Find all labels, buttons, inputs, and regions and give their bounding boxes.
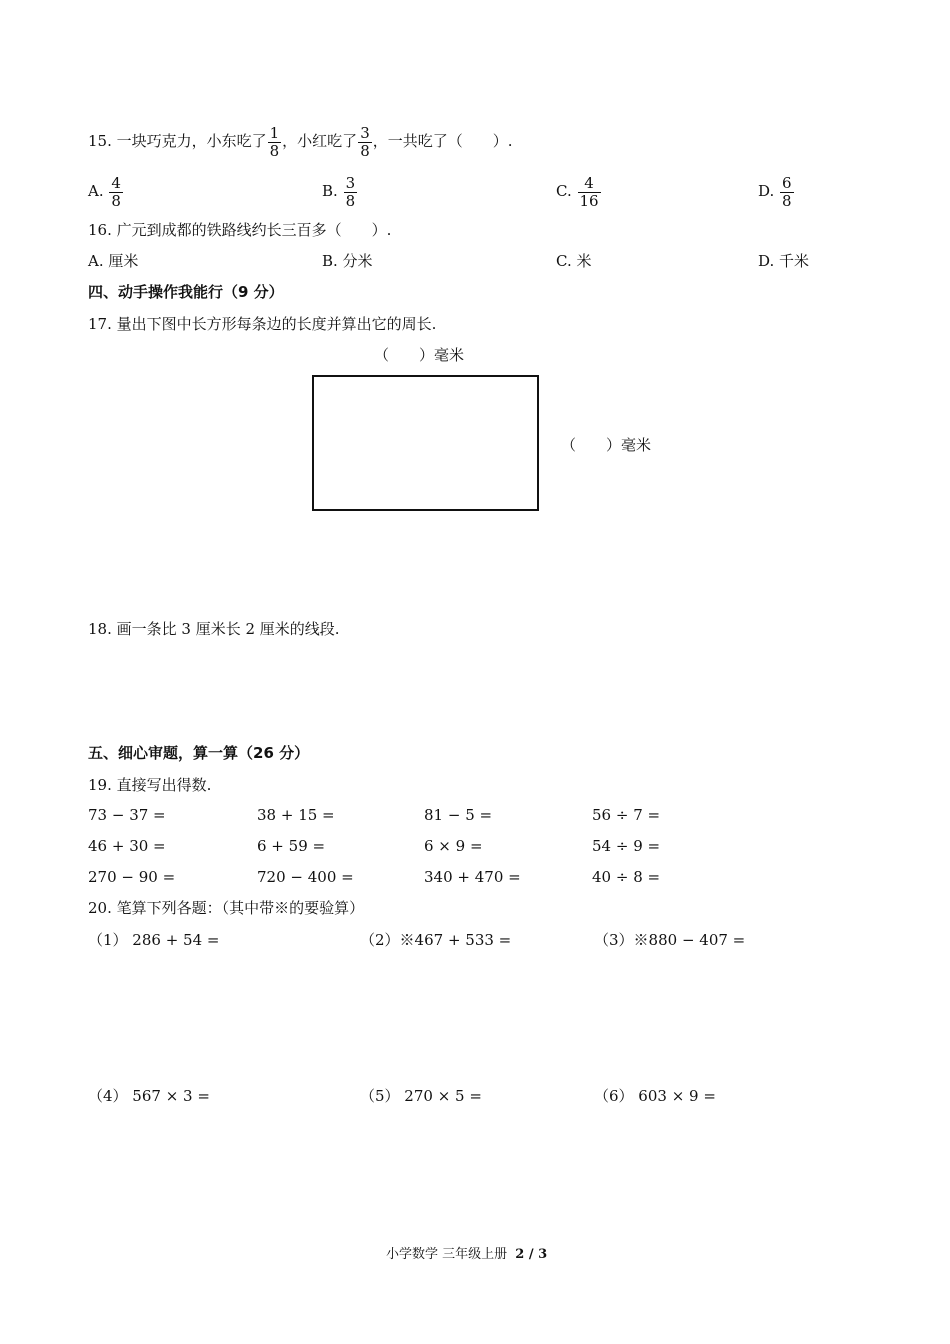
footer-text: 小学数学 三年级上册 (386, 1247, 508, 1262)
section-5-title: 五、细心审题，算一算（26 分） (88, 744, 310, 762)
calc-item: 38 + 15 = (257, 806, 335, 824)
calc-item: 340 + 470 = (424, 868, 521, 886)
rectangle-figure (312, 375, 539, 511)
option-b-fraction: $\frac{3}{8}$ (345, 173, 356, 210)
q15-middle: ，小红吃了 (282, 132, 358, 150)
calc-item: 56 ÷ 7 = (592, 806, 661, 824)
calc-item: 270 − 90 = (88, 868, 176, 886)
calc-item: 720 − 400 = (257, 868, 354, 886)
calc-item: 54 ÷ 9 = (592, 837, 661, 855)
q15-prefix: 15. 一块巧克力，小东吃了 (88, 132, 267, 150)
fraction-1-8: $\frac{1}{8}$ (269, 123, 280, 160)
written-calc-2: （2）※467 + 533 = (360, 931, 512, 949)
calc-item: 73 − 37 = (88, 806, 166, 824)
calc-item: 46 + 30 = (88, 837, 166, 855)
option-a-fraction: $\frac{4}{8}$ (111, 173, 121, 210)
written-calc-6: （6） 603 × 9 = (594, 1087, 716, 1105)
written-calc-1: （1） 286 + 54 = (88, 931, 220, 949)
q16-option-d[interactable]: D. 千米 (758, 252, 810, 270)
page-number: 2 / 3 (515, 1247, 548, 1262)
written-calc-4: （4） 567 × 3 = (88, 1087, 210, 1105)
question-16: 16. 广元到成都的铁路线约长三百多（ ）. (88, 221, 392, 239)
option-d-fraction: $\frac{6}{8}$ (782, 173, 792, 210)
q15-option-a[interactable]: A. $\frac{4}{8}$ (88, 173, 121, 210)
question-15 (88, 122, 513, 160)
question-20: 20. 笔算下列各题：（其中带※的要验算） (88, 899, 365, 917)
calc-item: 40 ÷ 8 = (592, 868, 661, 886)
q15-option-c[interactable]: C. $\frac{4}{16}$ (556, 173, 599, 210)
q17-top-label: （ ）毫米 (374, 346, 465, 364)
fraction-3-8: $\frac{3}{8}$ (360, 123, 370, 160)
q15-option-b[interactable]: B. $\frac{3}{8}$ (322, 173, 356, 210)
q16-option-b[interactable]: B. 分米 (322, 252, 373, 270)
q15-option-d[interactable]: D. $\frac{6}{8}$ (758, 173, 792, 210)
question-18: 18. 画一条比 3 厘米长 2 厘米的线段. (88, 620, 340, 638)
calc-item: 6 × 9 = (424, 837, 483, 855)
q16-option-c[interactable]: C. 米 (556, 252, 592, 270)
calc-item: 6 + 59 = (257, 837, 326, 855)
footer (386, 1246, 547, 1264)
question-17: 17. 量出下图中长方形每条边的长度并算出它的周长. (88, 315, 437, 333)
calc-item: 81 − 5 = (424, 806, 493, 824)
section-4-title: 四、动手操作我能行（9 分） (88, 283, 284, 301)
written-calc-5: （5） 270 × 5 = (360, 1087, 482, 1105)
q16-option-a[interactable]: A. 厘米 (88, 252, 139, 270)
question-19: 19. 直接写出得数. (88, 776, 212, 794)
q15-suffix: ，一共吃了（ ）. (372, 132, 513, 150)
option-c-fraction: $\frac{4}{16}$ (579, 173, 599, 210)
q17-right-label: （ ）毫米 (561, 436, 652, 454)
written-calc-3: （3）※880 − 407 = (594, 931, 746, 949)
